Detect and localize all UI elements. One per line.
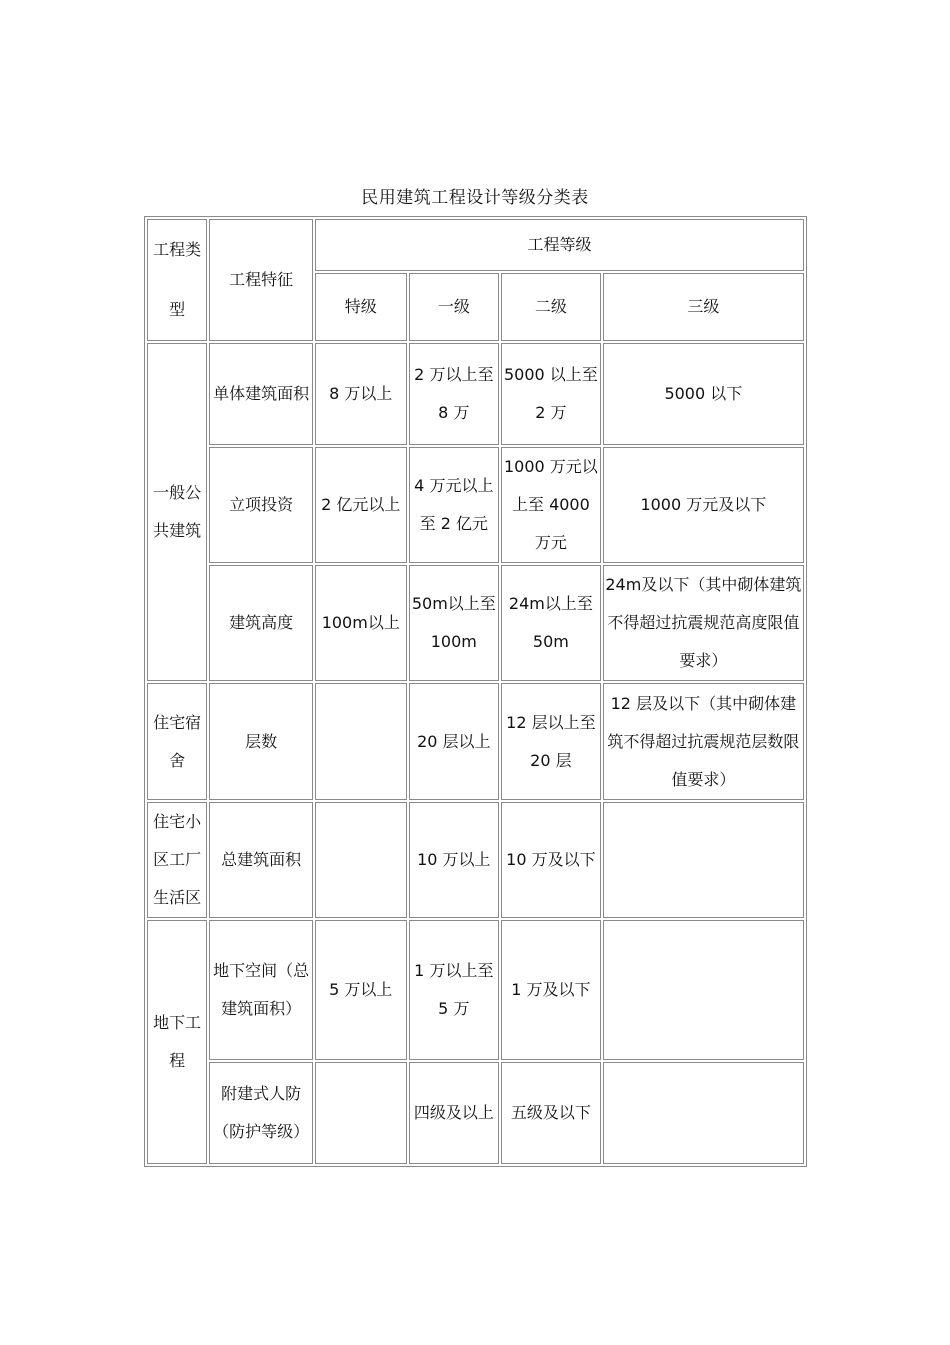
row-third-cell: 24m及以下（其中砌体建筑不得超过抗震规范高度限值要求） [603,565,804,681]
row-first-cell: 10 万以上 [409,802,500,918]
row-first-cell: 20 层以上 [409,683,500,800]
row-first-cell: 4 万元以上至 2 亿元 [409,447,500,563]
table-row [147,683,804,800]
row-special-cell: 2 亿元以上 [315,447,407,563]
row-feature-cell: 总建筑面积 [209,802,313,918]
row-third-cell [603,802,804,918]
row-third-cell: 12 层及以下（其中砌体建筑不得超过抗震规范层数限值要求） [603,683,804,800]
table-row [147,343,804,445]
row-feature-cell: 地下空间（总建筑面积） [209,920,313,1060]
row-feature-cell: 立项投资 [209,447,313,563]
row-special-cell [315,802,407,918]
row-first-cell: 1 万以上至 5 万 [409,920,500,1060]
row-special-cell: 5 万以上 [315,920,407,1060]
row-first-cell: 50m以上至 100m [409,565,500,681]
row-third-cell [603,920,804,1060]
table-row [147,447,804,563]
header-level-first: 一级 [409,273,500,341]
row-special-cell: 8 万以上 [315,343,407,445]
row-third-cell: 1000 万元及以下 [603,447,804,563]
row-second-cell: 1000 万元以上至 4000 万元 [501,447,601,563]
row-feature-cell: 单体建筑面积 [209,343,313,445]
document-title: 民用建筑工程设计等级分类表 [361,188,589,208]
row-second-cell: 5000 以上至 2 万 [501,343,601,445]
row-first-cell: 四级及以上 [409,1062,500,1164]
row-type-cell: 住宅宿舍 [147,683,207,800]
row-second-cell: 12 层以上至 20 层 [501,683,601,800]
row-feature-cell: 层数 [209,683,313,800]
header-grade-cell: 工程等级 [315,219,804,271]
table-row [147,802,804,918]
row-feature-cell: 附建式人防（防护等级） [209,1062,313,1164]
row-second-cell: 五级及以下 [501,1062,601,1164]
row-feature-cell: 建筑高度 [209,565,313,681]
row-type-cell: 一般公共建筑 [147,343,207,681]
row-first-cell: 2 万以上至 8 万 [409,343,500,445]
table-row [147,565,804,681]
row-special-cell [315,1062,407,1164]
header-level-second: 二级 [501,273,601,341]
row-special-cell [315,683,407,800]
row-second-cell: 10 万及以下 [501,802,601,918]
header-feature-cell: 工程特征 [209,219,313,341]
row-type-cell: 地下工程 [147,920,207,1164]
grade-table [144,216,807,1167]
header-level-third: 三级 [603,273,804,341]
row-second-cell: 1 万及以下 [501,920,601,1060]
row-second-cell: 24m以上至 50m [501,565,601,681]
header-level-special: 特级 [315,273,407,341]
row-special-cell: 100m以上 [315,565,407,681]
row-third-cell: 5000 以下 [603,343,804,445]
table-row [147,1062,804,1164]
header-type-cell: 工程类型 [147,219,207,341]
header-row [147,219,804,271]
row-type-cell: 住宅小区工厂生活区 [147,802,207,918]
table-row [147,920,804,1060]
row-third-cell [603,1062,804,1164]
